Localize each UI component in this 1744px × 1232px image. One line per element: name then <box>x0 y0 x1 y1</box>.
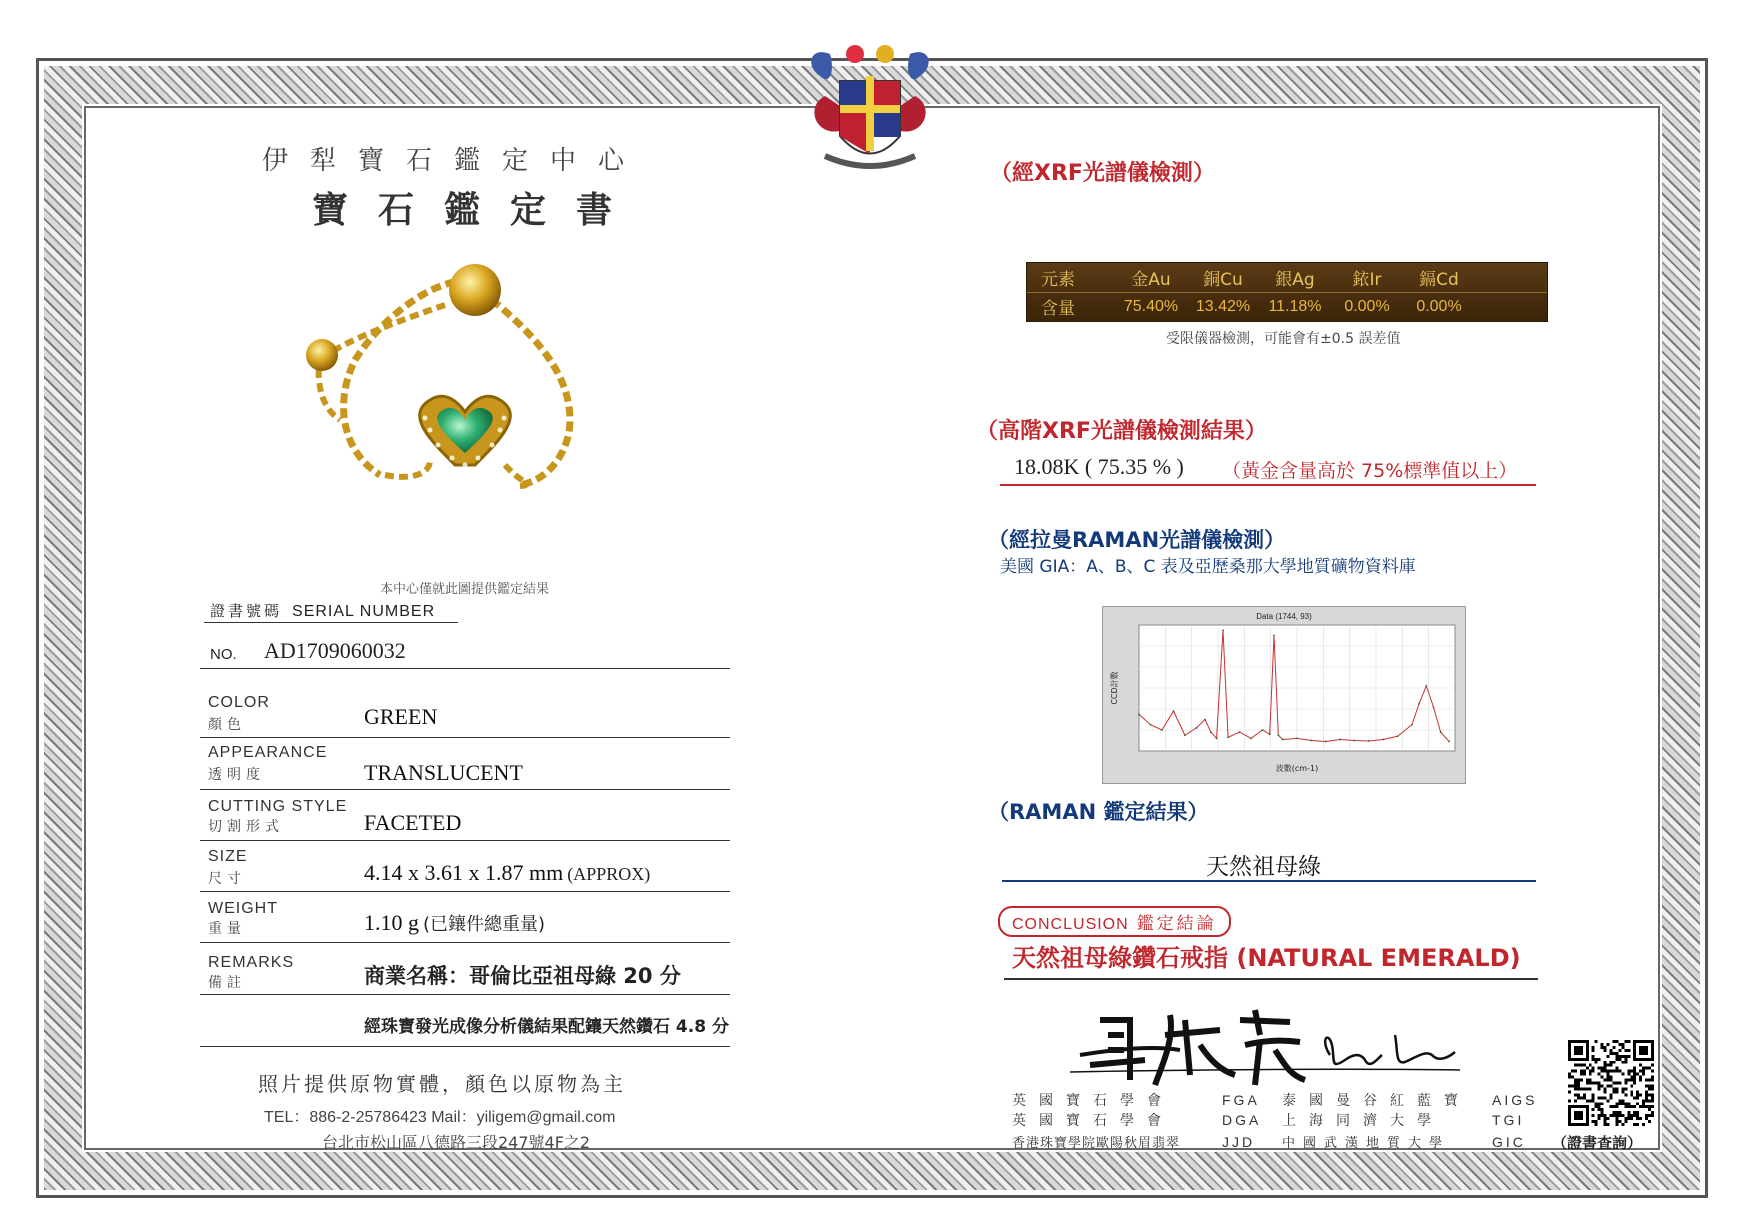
credential-org: 上海同濟大學 <box>1282 1113 1444 1129</box>
chart-title: Data (1744, 93) <box>1256 612 1312 621</box>
xrf-element-cd: 鎘Cd <box>1419 270 1459 290</box>
xrf-value-row <box>1027 292 1547 321</box>
credential-org: 香港珠寶學院歐陽秋眉翡翠 <box>1012 1136 1181 1151</box>
xrf-value-ir: 0.00% <box>1344 297 1390 315</box>
conclusion-label <box>998 906 1231 937</box>
divider <box>1000 484 1536 486</box>
qr-caption: （證書查詢） <box>1552 1134 1643 1152</box>
spectrum-point <box>1227 736 1229 738</box>
remarks-value: 商業名稱：哥倫比亞祖母綠 20 分 <box>364 964 681 988</box>
cutting-style-label-cn: 切割形式 <box>208 819 284 835</box>
credential-code: TGI <box>1492 1112 1525 1128</box>
spectrum-point <box>1269 733 1271 735</box>
credential-org: 英國寶石學會 <box>1012 1093 1174 1109</box>
spectrum-point <box>1210 731 1212 733</box>
spectrum-point <box>1216 738 1218 740</box>
spectrum-point <box>1184 734 1186 736</box>
credential-code: AIGS <box>1492 1092 1538 1108</box>
address: 台北市松山區八德路三段247號4F之2 <box>322 1133 591 1152</box>
xrf-value-ag: 11.18% <box>1268 297 1322 315</box>
spectrum-point <box>1138 713 1140 715</box>
divider <box>200 668 730 669</box>
weight-label-en: WEIGHT <box>208 900 278 917</box>
spectrum-point <box>1425 685 1427 687</box>
raman-heading: （經拉曼RAMAN光譜儀檢測） <box>988 528 1286 552</box>
divider <box>200 994 730 995</box>
conclusion-label-cn: 鑑定結論 <box>1136 914 1217 934</box>
spectrum-point <box>1239 731 1241 733</box>
raman-spectrum-chart <box>1102 606 1466 784</box>
signature <box>1060 1000 1480 1090</box>
serial-label-underline <box>204 622 458 623</box>
xrf-element-au: 金Au <box>1131 270 1171 290</box>
remarks-diamond-note: 經珠寶發光成像分析儀結果配鑲天然鑽石 4.8 分 <box>364 1017 729 1037</box>
size-label-en: SIZE <box>208 848 248 865</box>
xrf-value-au: 75.40% <box>1123 297 1179 315</box>
divider <box>200 942 730 943</box>
spectrum-point <box>1277 734 1279 736</box>
cutting-style-label-en: CUTTING STYLE <box>208 798 348 815</box>
credential-code: JJD <box>1222 1134 1256 1150</box>
karat-value: 18.08K ( 75.35 % ) <box>1014 454 1184 479</box>
spectrum-point <box>1411 724 1413 726</box>
divider <box>200 840 730 841</box>
color-value: GREEN <box>364 704 438 729</box>
serial-label-cn: 證書號碼 <box>210 602 283 620</box>
divider <box>200 891 730 892</box>
size-value <box>364 860 650 886</box>
raman-spectrum-svg <box>1103 607 1465 783</box>
divider <box>200 737 730 738</box>
spectrum-point <box>1262 729 1264 731</box>
xrf-header-row <box>1027 263 1547 292</box>
size-value-main: 4.14 x 3.61 x 1.87 mm <box>364 860 564 885</box>
raman-result-heading: （RAMAN 鑑定結果） <box>988 800 1209 824</box>
cutting-style-value: FACETED <box>364 810 462 835</box>
credential-code: GIC <box>1492 1134 1526 1150</box>
remarks-label-en: REMARKS <box>208 954 295 971</box>
spectrum-point <box>1204 719 1206 721</box>
credential-org: 英國寶石學會 <box>1012 1113 1174 1129</box>
credential-org: 泰國曼谷紅藍寶 <box>1282 1093 1471 1109</box>
appearance-label-en: APPEARANCE <box>208 744 328 761</box>
conclusion-label-en: CONCLUSION <box>1012 916 1129 933</box>
credential-row <box>1012 1090 1552 1110</box>
serial-label-en: SERIAL NUMBER <box>292 603 436 620</box>
spectrum-point <box>1196 727 1198 729</box>
gold-purity-note: （黃金含量高於 75%標準值以上） <box>1222 460 1518 482</box>
raman-database: 美國 GIA：A、B、C 表及亞歷桑那大學地質礦物資料庫 <box>1000 557 1416 577</box>
appearance-value: TRANSLUCENT <box>364 760 523 785</box>
xrf-result-heading: （高階XRF光譜儀檢測結果） <box>976 419 1267 444</box>
document-title: 寶石鑑定書 <box>312 190 643 231</box>
xrf-header-label: 元素 <box>1041 270 1075 290</box>
spectrum-point <box>1310 740 1312 742</box>
color-label-cn: 顏色 <box>208 717 246 733</box>
weight-value-main: 1.10 g <box>364 910 419 935</box>
xrf-value-cd: 0.00% <box>1416 297 1462 315</box>
xrf-table <box>1026 262 1548 322</box>
spectrum-point <box>1173 710 1175 712</box>
spectrum-point <box>1222 629 1224 631</box>
appearance-label-cn: 透明度 <box>208 767 265 783</box>
divider <box>1004 978 1538 980</box>
spectrum-point <box>1433 706 1435 708</box>
spectrum-point <box>1250 738 1252 740</box>
xrf-value-cu: 13.42% <box>1195 297 1251 315</box>
spectrum-point <box>1296 738 1298 740</box>
size-label-cn: 尺寸 <box>208 871 246 887</box>
xrf-tolerance-note: 受限儀器檢測，可能會有±0.5 誤差值 <box>1166 331 1401 347</box>
size-value-note: (APPROX) <box>567 864 651 884</box>
credential-org: 中國武漢地質大學 <box>1282 1136 1451 1151</box>
spectrum-point <box>1397 735 1399 737</box>
spectrum-point <box>1440 731 1442 733</box>
spectrum-point <box>1354 740 1356 742</box>
credential-row <box>1012 1132 1552 1151</box>
spectrum-point <box>1273 635 1275 637</box>
chart-xlabel: 波數(cm-1) <box>1275 764 1319 773</box>
credential-row <box>1012 1110 1552 1130</box>
credential-code: DGA <box>1222 1112 1262 1128</box>
photo-note: 照片提供原物實體，顏色以原物為主 <box>258 1072 626 1096</box>
emerald-ring-photo <box>280 250 660 550</box>
coat-of-arms-emblem <box>800 36 940 186</box>
credential-code: FGA <box>1222 1092 1260 1108</box>
divider <box>200 789 730 790</box>
contact-info: TEL：886-2-25786423 Mail：yiligem@gmail.com <box>264 1109 616 1126</box>
weight-label-cn: 重量 <box>208 921 246 937</box>
certificate-qr-code[interactable] <box>1568 1040 1654 1126</box>
divider <box>200 1046 730 1047</box>
color-label-en: COLOR <box>208 694 270 711</box>
raman-result-value: 天然祖母綠 <box>1206 854 1321 880</box>
spectrum-point <box>1325 741 1327 743</box>
xrf-element-ir: 銥Ir <box>1352 270 1382 290</box>
weight-value-note: (已鑲件總重量) <box>423 914 546 935</box>
divider <box>1002 880 1536 882</box>
spectrum-point <box>1382 739 1384 741</box>
xrf-element-cu: 銅Cu <box>1203 270 1243 290</box>
spectrum-point <box>1418 703 1420 705</box>
spectrum-point <box>1150 724 1152 726</box>
photo-caption: 本中心僅就此圖提供鑑定結果 <box>380 582 550 597</box>
gem-center-name: 伊犁寶石鑑定中心 <box>262 146 647 176</box>
serial-no-label: NO. <box>210 646 237 663</box>
spectrum-point <box>1161 729 1163 731</box>
weight-value <box>364 910 545 936</box>
serial-label <box>210 600 435 621</box>
xrf-element-ag: 銀Ag <box>1275 270 1315 290</box>
serial-number: AD1709060032 <box>264 638 406 663</box>
spectrum-point <box>1282 739 1284 741</box>
spectrum-point <box>1339 739 1341 741</box>
remarks-label-cn: 備註 <box>208 975 246 991</box>
spectrum-point <box>1368 740 1370 742</box>
spectrum-point <box>1448 741 1450 743</box>
chart-ylabel: CCD計數 <box>1110 671 1119 705</box>
conclusion-value: 天然祖母綠鑽石戒指 (NATURAL EMERALD) <box>1012 944 1521 972</box>
xrf-heading: （經XRF光譜儀檢測） <box>990 161 1215 186</box>
xrf-row-label: 含量 <box>1041 299 1075 319</box>
